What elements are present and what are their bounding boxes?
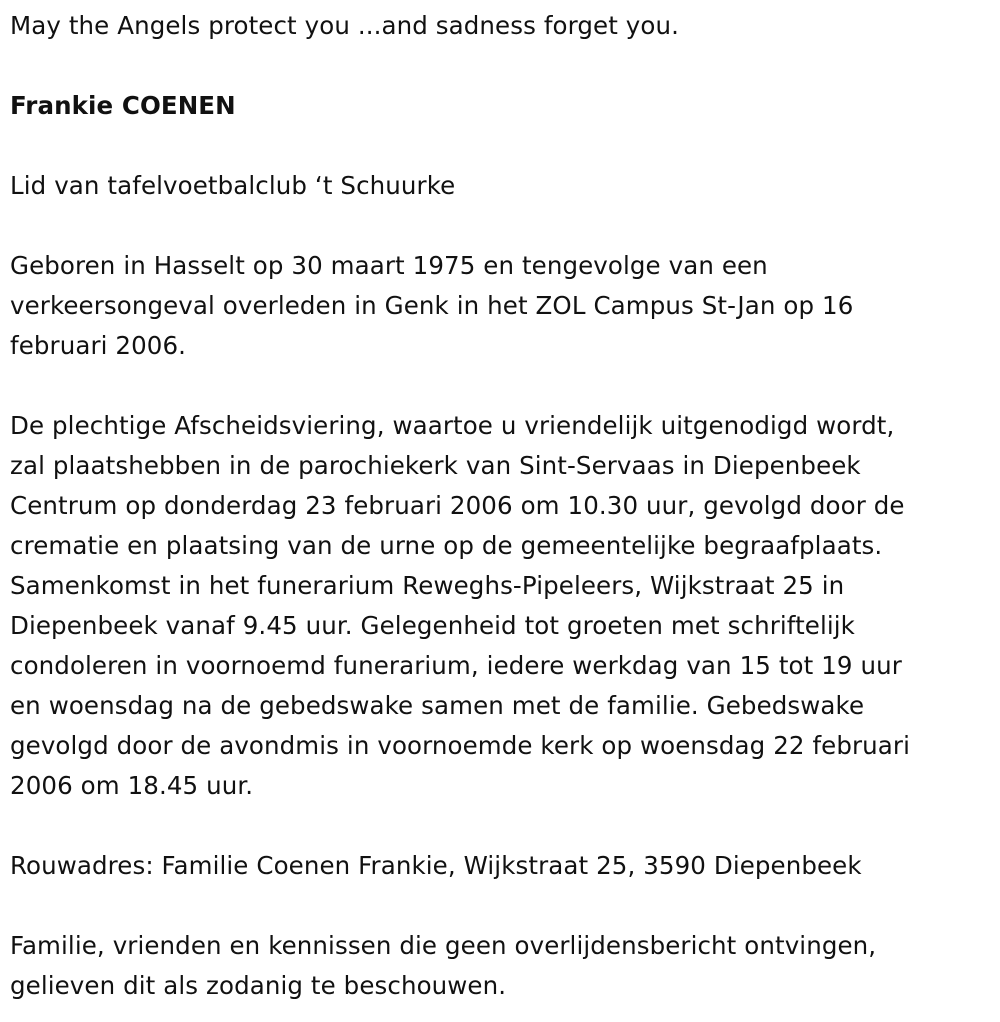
closing-line: Familie, vrienden en kennissen die geen overlijdensbericht ontvingen, xyxy=(10,931,877,960)
ceremony-line: De plechtige Afscheidsviering, waartoe u vriendelijk uitgenodigd wordt, xyxy=(10,411,895,440)
ceremony-line: en woensdag na de gebedswake samen met de familie. Gebedswake xyxy=(10,691,865,720)
birth-death-line: verkeersongeval overleden in Genk in het ZOL Campus St-Jan op 16 xyxy=(10,291,854,320)
name-line: Frankie COENEN xyxy=(10,91,236,120)
closing-paragraph xyxy=(10,926,990,1006)
ceremony-line: Centrum op donderdag 23 februari 2006 om 10.30 uur, gevolgd door de xyxy=(10,491,905,520)
birth-death-paragraph xyxy=(10,246,990,366)
ceremony-line: condoleren in voornoemd funerarium, iedere werkdag van 15 tot 19 uur xyxy=(10,651,902,680)
ceremony-line: Samenkomst in het funerarium Reweghs-Pipeleers, Wijkstraat 25 in xyxy=(10,571,845,600)
ceremony-line: gevolgd door de avondmis in voornoemde kerk op woensdag 22 februari xyxy=(10,731,911,760)
birth-death-line: februari 2006. xyxy=(10,331,187,360)
membership-text xyxy=(10,166,990,206)
birth-death-line: Geboren in Hasselt op 30 maart 1975 en tengevolge van een xyxy=(10,251,768,280)
ceremony-line: crematie en plaatsing van de urne op de gemeentelijke begraafplaats. xyxy=(10,531,883,560)
obituary-document xyxy=(10,6,990,1006)
membership-line: Lid van tafelvoetbalclub ‘t Schuurke xyxy=(10,171,456,200)
ceremony-line: 2006 om 18.45 uur. xyxy=(10,771,254,800)
ceremony-line: Diepenbeek vanaf 9.45 uur. Gelegenheid tot groeten met schriftelijk xyxy=(10,611,855,640)
ceremony-line: zal plaatshebben in de parochiekerk van Sint-Servaas in Diepenbeek xyxy=(10,451,861,480)
motto-text xyxy=(10,6,990,46)
ceremony-paragraph xyxy=(10,406,990,806)
motto-line: May the Angels protect you ...and sadness forget you. xyxy=(10,11,680,40)
deceased-name xyxy=(10,86,990,126)
closing-line: gelieven dit als zodanig te beschouwen. xyxy=(10,971,507,1000)
address-line: Rouwadres: Familie Coenen Frankie, Wijkstraat 25, 3590 Diepenbeek xyxy=(10,851,862,880)
address-text xyxy=(10,846,990,886)
